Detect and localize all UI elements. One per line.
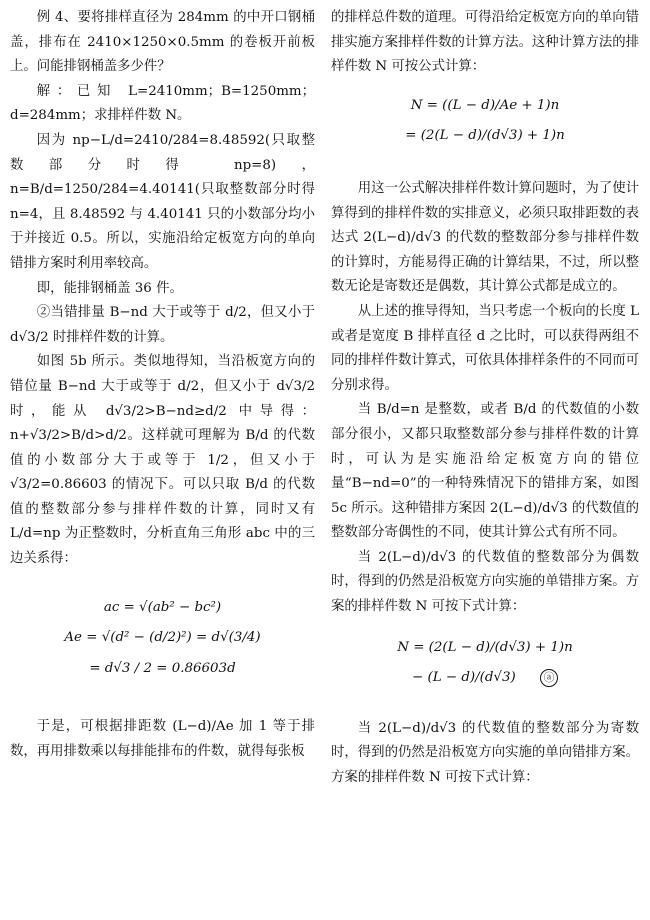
equation-ae-result: = d√3 / 2 = 0.86603d [89,660,236,676]
example-4-paragraph: 例 4、要将排样直径为 284mm 的中开口钢桶盖，排布在 2410×1250×0.5mm 的卷板开前板上。问能排钢桶盖多少件？ [10,10,315,75]
calculation-paragraph: 因为 np−L/d=2410/284=8.48592(只取整数部分时得 np=8)，n=B/d=1250/284=4.40141(只取整数部分时得 n=4，且 8.48592 与 4.40141 只的小数部分均小于并接近 0.5。所以，实施沿给定板宽方向的单向错排方案时利用率较高。 [10,132,315,271]
formula-even-2 [331,666,639,691]
formula-usage-paragraph: 用这一公式解决排样件数计算问题时，为了使计算得到的排样件数的实排意义，必须只取排距数的表达式 2(L−d)/d√3 的代数的整数部分参与排样件数的计算时，方能易得正确的计算结果，不过，所以整数无论是寄数还是偶数，其计算公式都是成立的。 [331,180,639,295]
continued-paragraph: 的排样总件数的道理。可得沿给定板宽方向的单向错排实施方案排样件数的计算方法。这种计算方法的排样件数 N 可按公式计算： [331,10,639,75]
formula-n-1: N = ((L − d)/Ae + 1)n [410,97,560,113]
formula-n-2: = (2(L − d)/(d√3) + 1)n [405,128,565,144]
even-case-paragraph: 当 2(L−d)/d√3 的代数值的整数部分为偶数时，得到的仍然是沿板宽方向实施的单错排方案。方案的排样件数 N 可按下式计算： [331,549,639,615]
right-column [331,6,639,791]
left-column [10,6,315,765]
conclusion-paragraph: 于是，可根据排距数 (L−d)/Ae 加 1 等于排数，再用排数乘以每排能排布的件数，就得每张板 [10,719,315,760]
case-2-heading: ②当错排量 B−nd 大于或等于 d/2，但又小于 d√3/2 时排样件数的计算。 [10,305,315,345]
derivation-paragraph: 从上述的推导得知，当只考虑一个板向的长度 L 或者是宽度 B 排样直径 d 之比时，可以获得两组不同的排样件数计算式，可依具体排样条件的不同而可分别求得。 [331,303,639,393]
special-case-paragraph: 当 B/d=n 是整数，或者 B/d 的代数值的小数部分很小，又都只取整数部分参与排样件数的计算时，可认为是实施沿给定板宽方向的错位量“B−nd=0”的一种特殊情况下的错排方案，如图 5c 所示。这种错排方案因 2(L−d)/d√3 的代数值的整数部分寄偶性的不同，使其计算公式有所不同。 [331,402,639,541]
odd-case-paragraph: 当 2(L−d)/d√3 的代数值的整数部分为寄数时，得到的仍然是沿板宽方向实施的单向错排方案。方案的排样件数 N 可按下式计算： [331,720,639,786]
result-paragraph: 即，能排钢桶盖 36 件。 [36,280,183,296]
formula-even-1: N = (2(L − d)/(d√3) + 1)n [397,639,573,655]
solution-paragraph: 解：已知 L=2410mm；B=1250mm；d=284mm；求排样件数 N。 [10,83,315,124]
equation-ac: ac = √(ab² − bc²) [103,599,222,615]
circled-a-icon: ⓐ [540,669,558,687]
formula-even-2-text: − (L − d)/(d√3) [412,670,516,686]
fig-5b-paragraph: 如图 5b 所示。类似地得知，当沿板宽方向的错位量 B−nd 大于或等于 d/2，但又小于 d√3/2 时，能从 d√3/2>B−nd≥d/2 中导得：n+√3/2>B/d>d/2。这样就可理解为 B/d 的代数值的小数部分大于或等于 1/2，但又小于 √3/2=0.86603 的情况下。可以只取 B/d 的代数值的整数部分参与排样件数的计算，同时又有 L/d=np 为正整数时，分析直角三角形 abc 中的三边关系得： [10,354,315,567]
equation-ae: Ae = √(d² − (d/2)²) = d√(3/4) [64,630,261,646]
